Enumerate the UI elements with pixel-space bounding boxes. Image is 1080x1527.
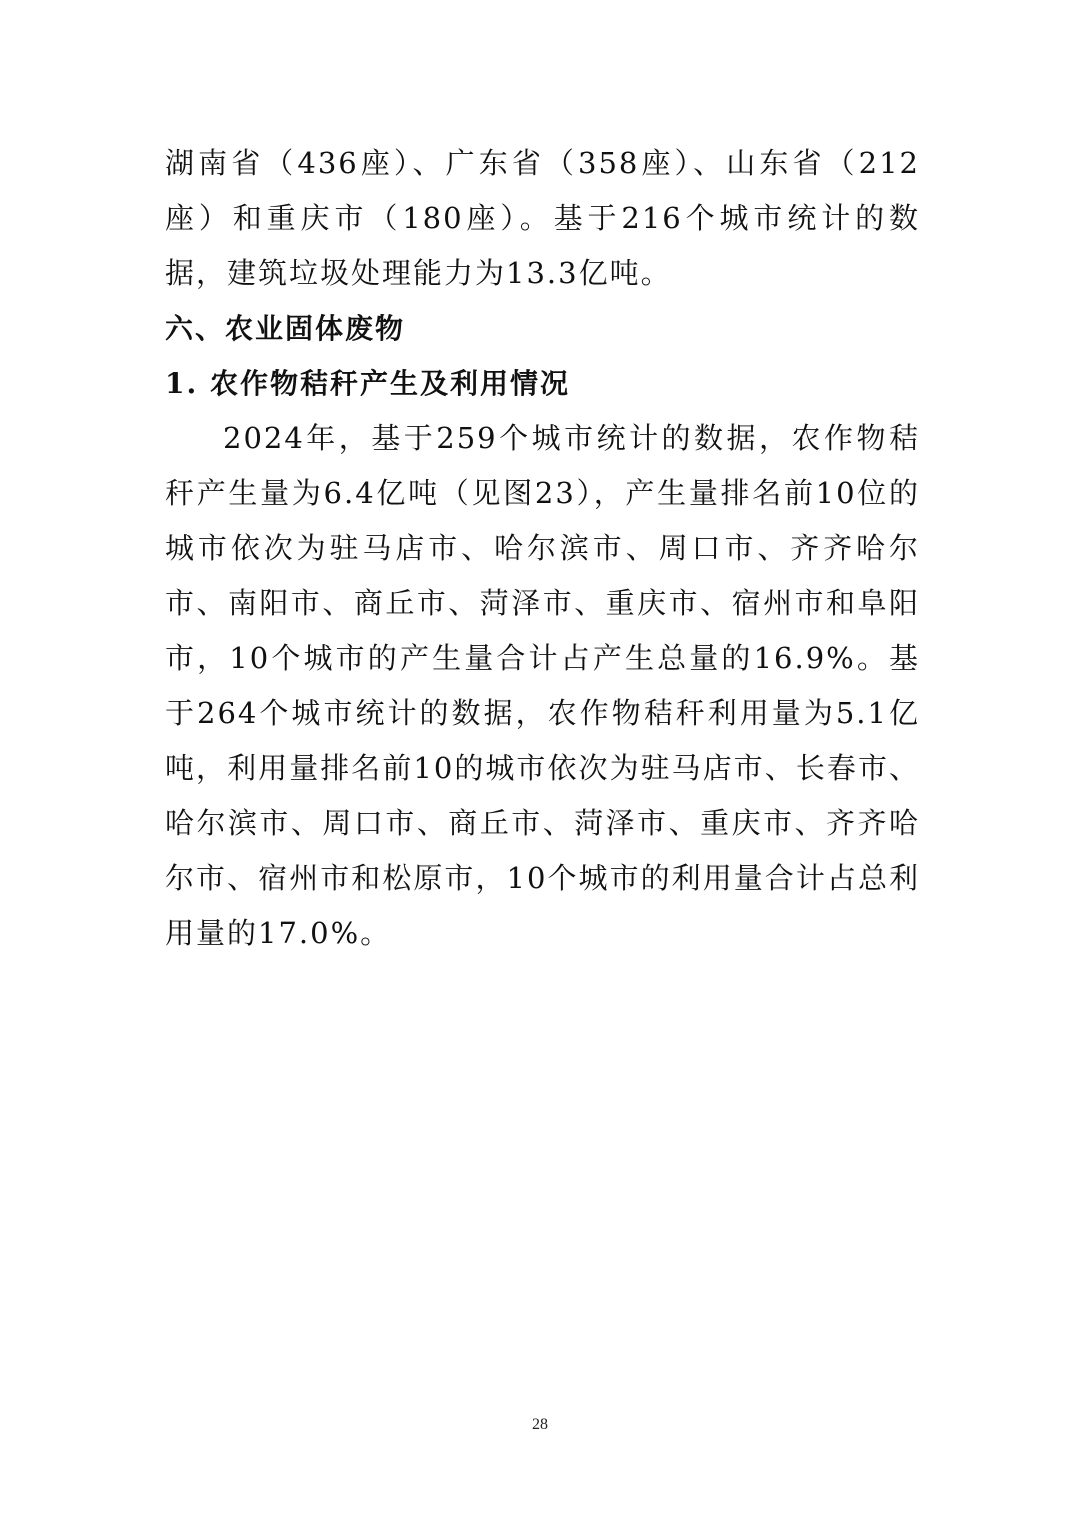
page-content	[165, 136, 920, 961]
page-number: 28	[532, 1416, 548, 1433]
section-heading: 六、农业固体废物	[165, 312, 406, 345]
body-paragraph: 2024年，基于259个城市统计的数据，农作物秸秆产生量为6.4亿吨（见图23），产生量排名前10位的城市依次为驻马店市、哈尔滨市、周口市、齐齐哈尔市、南阳市、商丘市、菏泽市、重庆市、宿州市和阜阳市，10个城市的产生量合计占产生总量的16.9%。基于264个城市统计的数据，农作物秸秆利用量为5.1亿吨，利用量排名前10的城市依次为驻马店市、长春市、哈尔滨市、周口市、商丘市、菏泽市、重庆市、齐齐哈尔市、宿州市和松原市，10个城市的利用量合计占总利用量的17.0%。	[165, 421, 920, 950]
subsection-heading: 1. 农作物秸秆产生及利用情况	[165, 367, 570, 400]
continuation-paragraph: 湖南省（436座）、广东省（358座）、山东省（212座）和重庆市（180座）。基于216个城市统计的数据，建筑垃圾处理能力为13.3亿吨。	[165, 146, 920, 290]
